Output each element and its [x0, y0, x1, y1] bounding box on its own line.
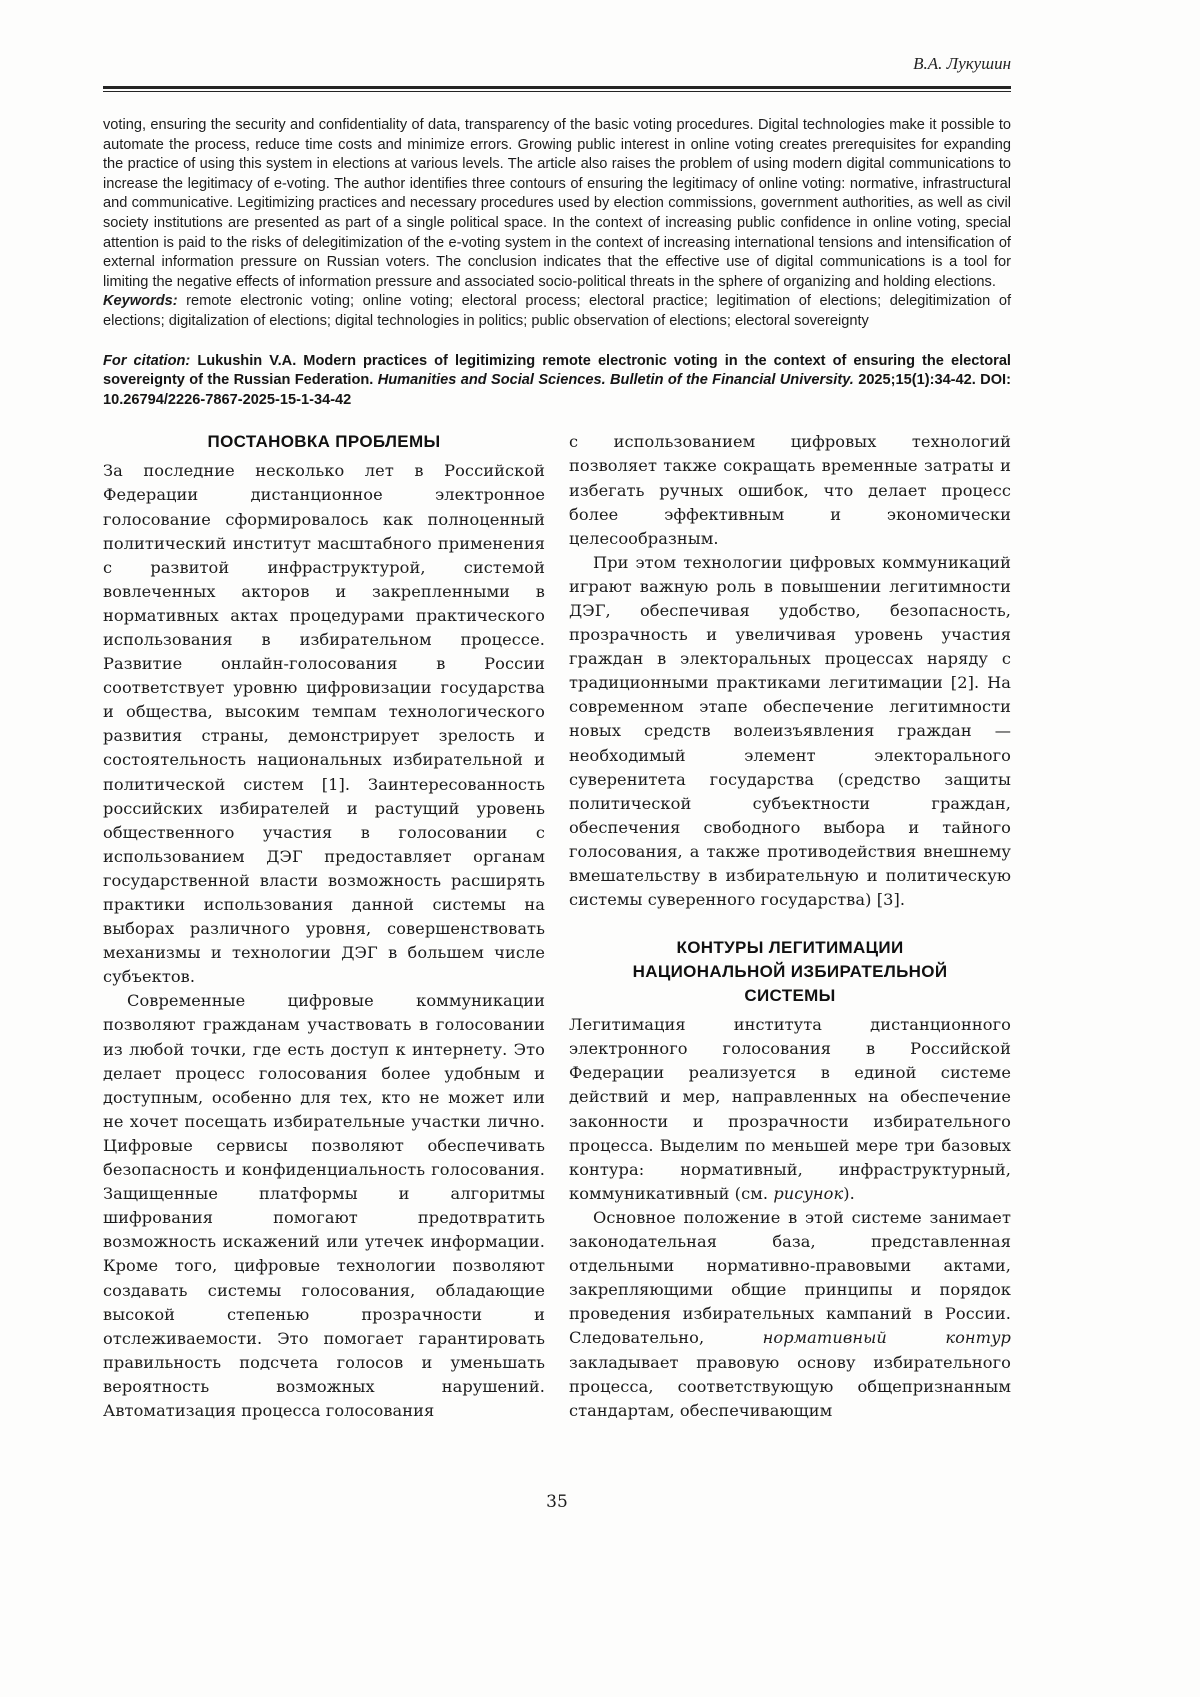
heading-line: СИСТЕМЫ	[744, 986, 836, 1006]
body-paragraph	[569, 1013, 1011, 1206]
figure-reference: рисунок	[773, 1183, 844, 1203]
paragraph-text: ).	[843, 1183, 855, 1203]
body-paragraph: При этом технологии цифровых коммуникаций играют важную роль в повышении легитимности ДЭГ, обеспечивая удобство, безопасность, прозрачность и увеличивая уровень участия граждан в электоральных процессах наряду с традиционными практиками легитимации [2]. На современном этапе обеспечение легитимности новых средств волеизъявления граждан — необходимый элемент электорального суверенитета государства (средство защиты политической субъектности граждан, обеспечения свободного выбора и тайного голосования, а также противодействия внешнему вмешательству в избирательную и политическую системы суверенного государства) [3].	[569, 552, 1011, 910]
section-heading-problem-statement: ПОСТАНОВКА ПРОБЛЕМЫ	[207, 432, 441, 452]
section-heading-legitimation-contours	[569, 936, 1011, 1008]
abstract-text: voting, ensuring the security and confidentiality of data, transparency of the basic voting procedures. Digital technologies make it possible to automate the process, reduce time costs and minimize errors. Growing public interest in online voting creates prerequisites for expanding the practice of using this system in elections at various levels. The article also raises the problem of using modern digital communications to increase the legitimacy of e-voting. The author identifies three contours of ensuring the legitimacy of online voting: normative, infrastructural and communicative. Legitimizing practices and necessary procedures used by election commissions, government authorities, as well as civil society institutions are presented as part of a single political space. In the context of increasing public confidence in online voting, special attention is paid to the risks of delegitimization of the e-voting system in the context of increasing international tensions and intensification of external information pressure on Russian voters. The conclusion indicates that the effective use of digital communications is a tool for limiting the negative effects of information pressure and associated socio-political threats in the sphere of organizing and holding elections.	[103, 117, 1011, 290]
running-head-author: В.А. Лукушин	[913, 54, 1011, 73]
left-column	[103, 430, 545, 1423]
citation-journal-title: Humanities and Social Sciences. Bulletin of the Financial University.	[377, 372, 854, 389]
running-head	[103, 0, 1011, 74]
header-rule	[103, 86, 1011, 92]
paragraph-text: закладывает правовую основу избирательного процесса, соответствующую общепризнанным стандартам, обеспечивающим	[569, 1352, 1011, 1420]
term-emphasis: нормативный контур	[762, 1328, 1011, 1348]
right-column	[569, 430, 1011, 1423]
two-column-body	[103, 430, 1011, 1423]
page-content	[103, 0, 1011, 1423]
heading-line: КОНТУРЫ ЛЕГИТИМАЦИИ	[676, 938, 904, 958]
body-paragraph: с использованием цифровых технологий позволяет также сокращать временные затраты и избегать ручных ошибок, что делает процесс более эффективным и экономически целесообразным.	[569, 432, 1011, 548]
keywords-text: remote electronic voting; online voting; electoral process; electoral practice; legitimation of elections; delegitimization of elections; digitalization of elections; digital technologies in politics; public observation of elections; electoral sovereignty	[103, 293, 1011, 329]
citation-paragraph	[103, 352, 1011, 411]
paragraph-text: Основное положение в этой системе занимает законодательная база, представленная отдельными нормативно-правовыми актами, закрепляющими общие принципы и порядок проведения избирательных кампаний в России. Следовательно,	[569, 1207, 1011, 1348]
keywords-label: Keywords:	[103, 293, 178, 310]
page-number: 35	[546, 1492, 568, 1512]
body-paragraph	[569, 1206, 1011, 1423]
citation-text-authors: Lukushin V.A. Modern practices of legitimizing remote electronic voting in the context of ensuring the electoral sovereignty of the Russian Federation.	[103, 352, 1011, 389]
body-paragraph: За последние несколько лет в Российской Федерации дистанционное электронное голосование сформировалось как полноценный политический институт масштабного применения с развитой инфраструктурой, системой вовлеченных акторов и закрепленными в нормативных актах процедурами практического использования в избирательном процессе. Развитие онлайн-голосования в России соответствует уровню цифровизации государства и общества, высоким темпам технологического развития страны, демонстрирует зрелость и состоятельность национальных избирательной и политической систем [1]. Заинтересованность российских избирателей и растущий уровень общественного участия в голосовании с использованием ДЭГ предоставляет органам государственной власти возможность расширять практики использования данной системы на выборах различного уровня, совершенствовать механизмы и технологии ДЭГ в большем числе субъектов.	[103, 461, 545, 987]
citation-label: For citation:	[103, 352, 191, 369]
citation-text-doi: 2025;15(1):34-42. DOI: 10.26794/2226-7867-2025-15-1-34-42	[103, 372, 1011, 408]
body-paragraph: Современные цифровые коммуникации позволяют гражданам участвовать в голосовании из любой точки, где есть доступ к интернету. Это делает процесс голосования более удобным и доступным, особенно для тех, кто не может или не хочет посещать избирательные участки лично. Цифровые сервисы позволяют обеспечивать безопасность и конфиденциальность голосования. Защищенные платформы и алгоритмы шифрования помогают предотвратить возможность искажений или утечек информации. Кроме того, цифровые технологии позволяют создавать системы голосования, обладающие высокой степенью прозрачности и отслеживаемости. Это помогает гарантировать правильность подсчета голосов и уменьшать вероятность возможных нарушений. Автоматизация процесса голосования	[103, 991, 545, 1420]
keywords-paragraph	[103, 292, 1011, 331]
heading-line: НАЦИОНАЛЬНОЙ ИЗБИРАТЕЛЬНОЙ	[632, 962, 948, 982]
paragraph-text: Легитимация института дистанционного электронного голосования в Российской Федерации реализуется в единой системе действий и мер, направленных на обеспечение законности и прозрачности избирательного процесса. Выделим по меньшей мере три базовых контура: нормативный, инфраструктурный, коммуникативный (см.	[569, 1015, 1011, 1203]
